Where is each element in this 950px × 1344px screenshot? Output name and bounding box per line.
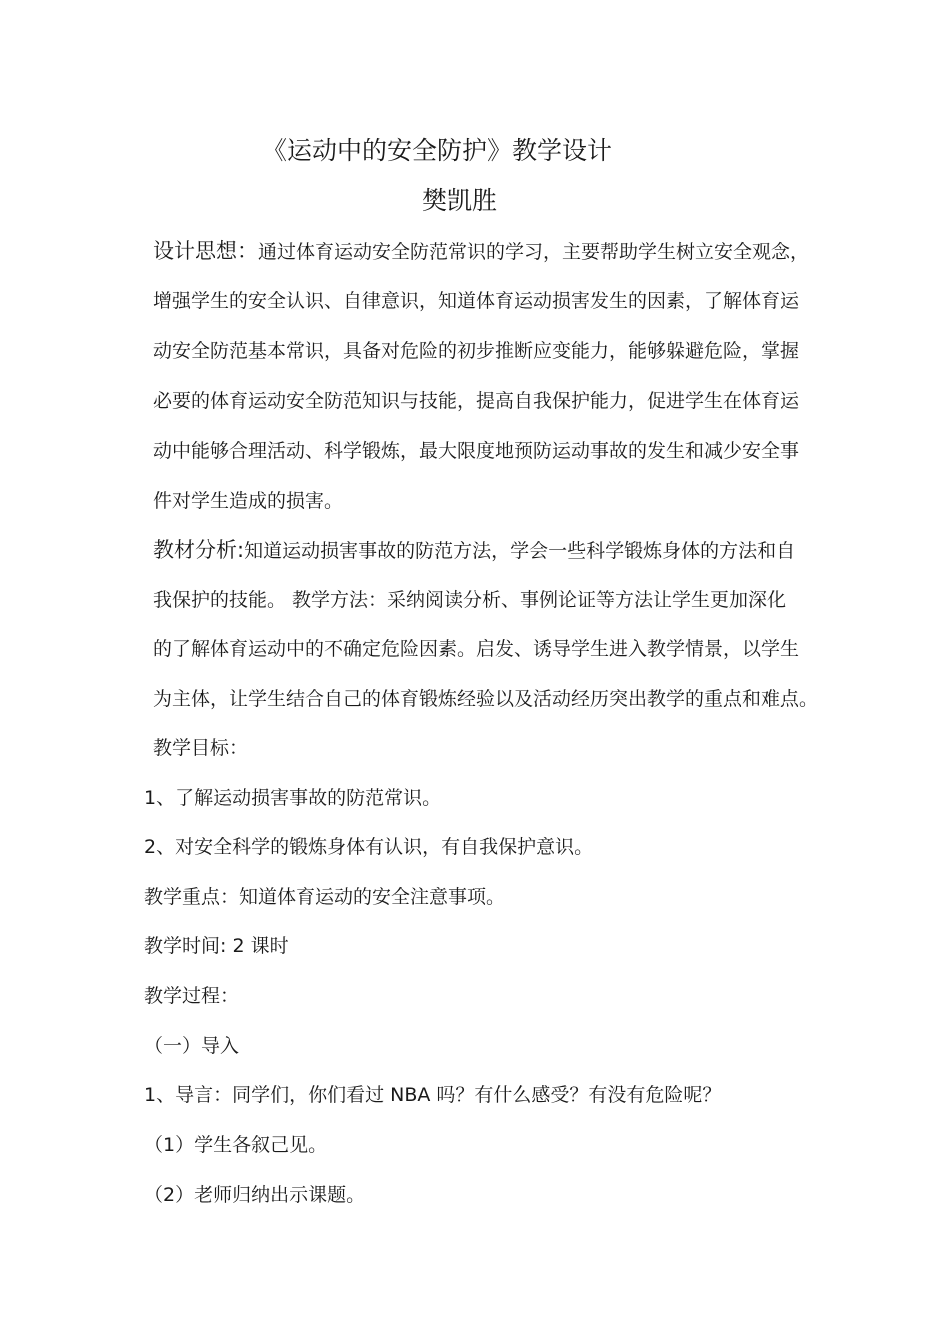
goal-item: 2、对安全科学的锻炼身体有认识，有自我保护意识。 (144, 836, 594, 858)
material-analysis-paragraph (153, 537, 795, 564)
design-idea-line: 动中能够合理活动、科学锻炼，最大限度地预防运动事故的发生和减少安全事 (153, 440, 800, 462)
section-heading: （一）导入 (144, 1035, 240, 1057)
design-idea-line: 必要的体育运动安全防范知识与技能，提高自我保护能力，促进学生在体育运 (153, 390, 800, 412)
sub-step-item: （1）学生各叙己见。 (144, 1134, 328, 1156)
material-analysis-label: 教材分析: (153, 538, 245, 562)
design-idea-line: 通过体育运动安全防范常识的学习，主要帮助学生树立安全观念， (258, 241, 810, 263)
material-analysis-line: 为主体，让学生结合自己的体育锻炼经验以及活动经历突出教学的重点和难点。 (153, 688, 819, 710)
process-label: 教学过程： (144, 985, 240, 1007)
material-analysis-line: 的了解体育运动中的不确定危险因素。启发、诱导学生进入教学情景，以学生 (153, 638, 800, 660)
design-idea-line: 件对学生造成的损害。 (153, 490, 344, 512)
document-title: 《运动中的安全防护》教学设计 (262, 136, 613, 165)
design-idea-label: 设计思想： (153, 239, 258, 263)
document-author: 樊凯胜 (422, 186, 498, 215)
sub-step-item: （2）老师归纳出示课题。 (144, 1184, 366, 1206)
key-point: 教学重点：知道体育运动的安全注意事项。 (144, 886, 506, 908)
material-analysis-line: 知道运动损害事故的防范方法，学会一些科学锻炼身体的方法和自 (244, 540, 796, 562)
teaching-time: 教学时间: 2 课时 (144, 935, 289, 957)
design-idea-paragraph (153, 238, 809, 265)
material-analysis-line: 我保护的技能。 教学方法：采纳阅读分析、事例论证等方法让学生更加深化 (153, 589, 787, 611)
design-idea-line: 动安全防范基本常识，具备对危险的初步推断应变能力，能够躲避危险，掌握 (153, 340, 800, 362)
goal-item: 1、了解运动损害事故的防范常识。 (144, 787, 442, 809)
design-idea-line: 增强学生的安全认识、自律意识，知道体育运动损害发生的因素，了解体育运 (153, 290, 800, 312)
step-item: 1、导言：同学们，你们看过 NBA 吗？有什么感受？有没有危险呢？ (144, 1084, 722, 1106)
goals-label: 教学目标： (153, 737, 249, 759)
